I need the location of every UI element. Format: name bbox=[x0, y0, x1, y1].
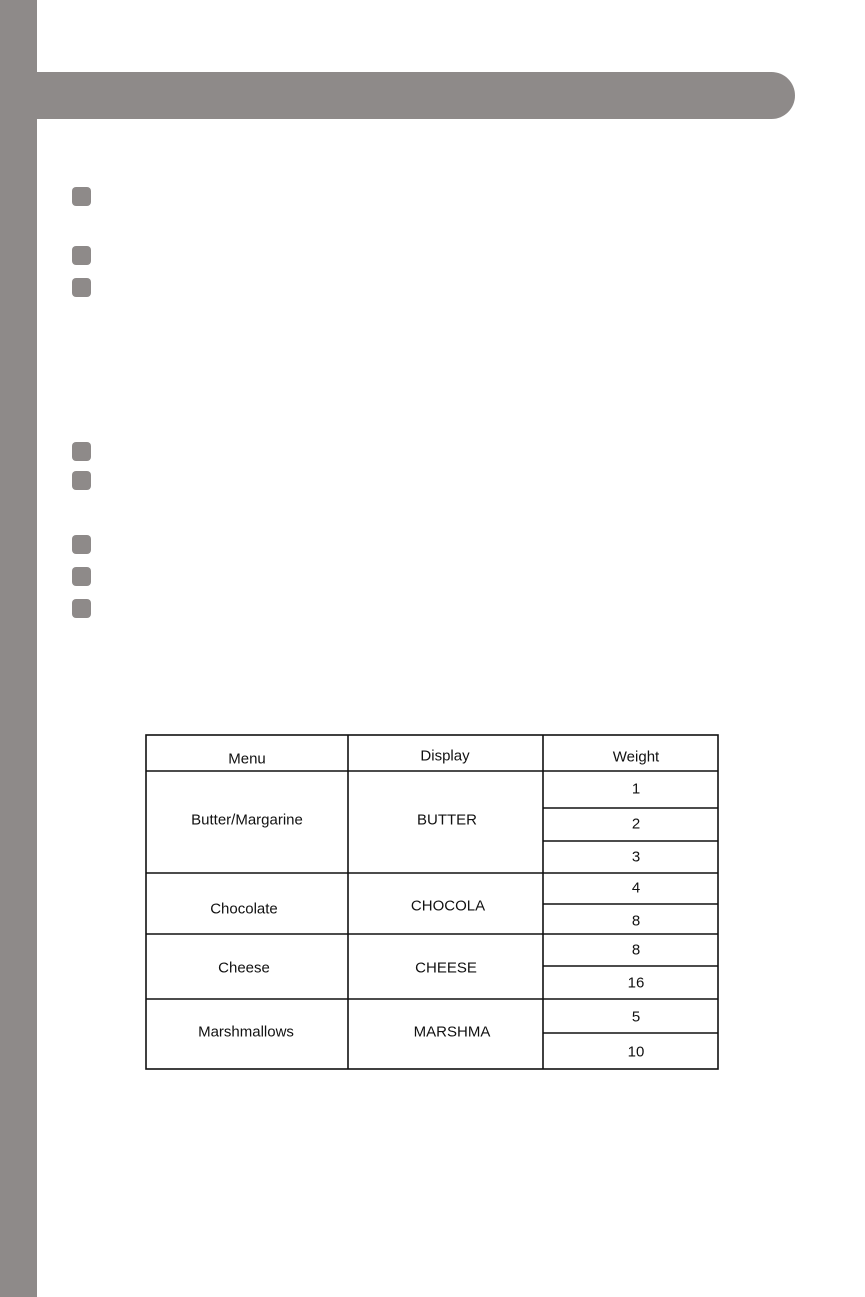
defrost-menu-table bbox=[145, 734, 719, 1070]
display-cell-marshmallows: MARSHMA bbox=[413, 1023, 491, 1041]
display-cell-butter: BUTTER bbox=[417, 811, 477, 829]
section-header-bar bbox=[0, 72, 795, 119]
side-band bbox=[0, 0, 37, 1297]
step-bullet-5 bbox=[72, 471, 91, 490]
display-cell-cheese: CHEESE bbox=[415, 959, 477, 977]
weight-cell: 2 bbox=[631, 815, 641, 833]
header-display: Display bbox=[420, 747, 470, 765]
display-cell-chocolate: CHOCOLA bbox=[410, 897, 486, 915]
step-bullet-7 bbox=[72, 567, 91, 586]
weight-cell: 10 bbox=[627, 1043, 645, 1061]
weight-cell: 4 bbox=[631, 879, 641, 897]
step-bullet-4 bbox=[72, 442, 91, 461]
weight-cell: 16 bbox=[627, 974, 645, 992]
menu-cell-cheese: Cheese bbox=[218, 959, 270, 977]
step-bullet-8 bbox=[72, 599, 91, 618]
menu-cell-marshmallows: Marshmallows bbox=[198, 1023, 294, 1041]
step-bullet-2 bbox=[72, 246, 91, 265]
header-weight: Weight bbox=[612, 748, 660, 766]
weight-cell: 8 bbox=[631, 912, 641, 930]
step-bullet-3 bbox=[72, 278, 91, 297]
weight-cell: 8 bbox=[631, 941, 641, 959]
menu-cell-butter: Butter/Margarine bbox=[191, 811, 303, 829]
weight-cell: 1 bbox=[631, 780, 641, 798]
step-bullet-1 bbox=[72, 187, 91, 206]
weight-cell: 5 bbox=[631, 1008, 641, 1026]
header-menu: Menu bbox=[228, 750, 266, 768]
weight-cell: 3 bbox=[631, 848, 641, 866]
step-bullet-6 bbox=[72, 535, 91, 554]
menu-cell-chocolate: Chocolate bbox=[210, 900, 278, 918]
